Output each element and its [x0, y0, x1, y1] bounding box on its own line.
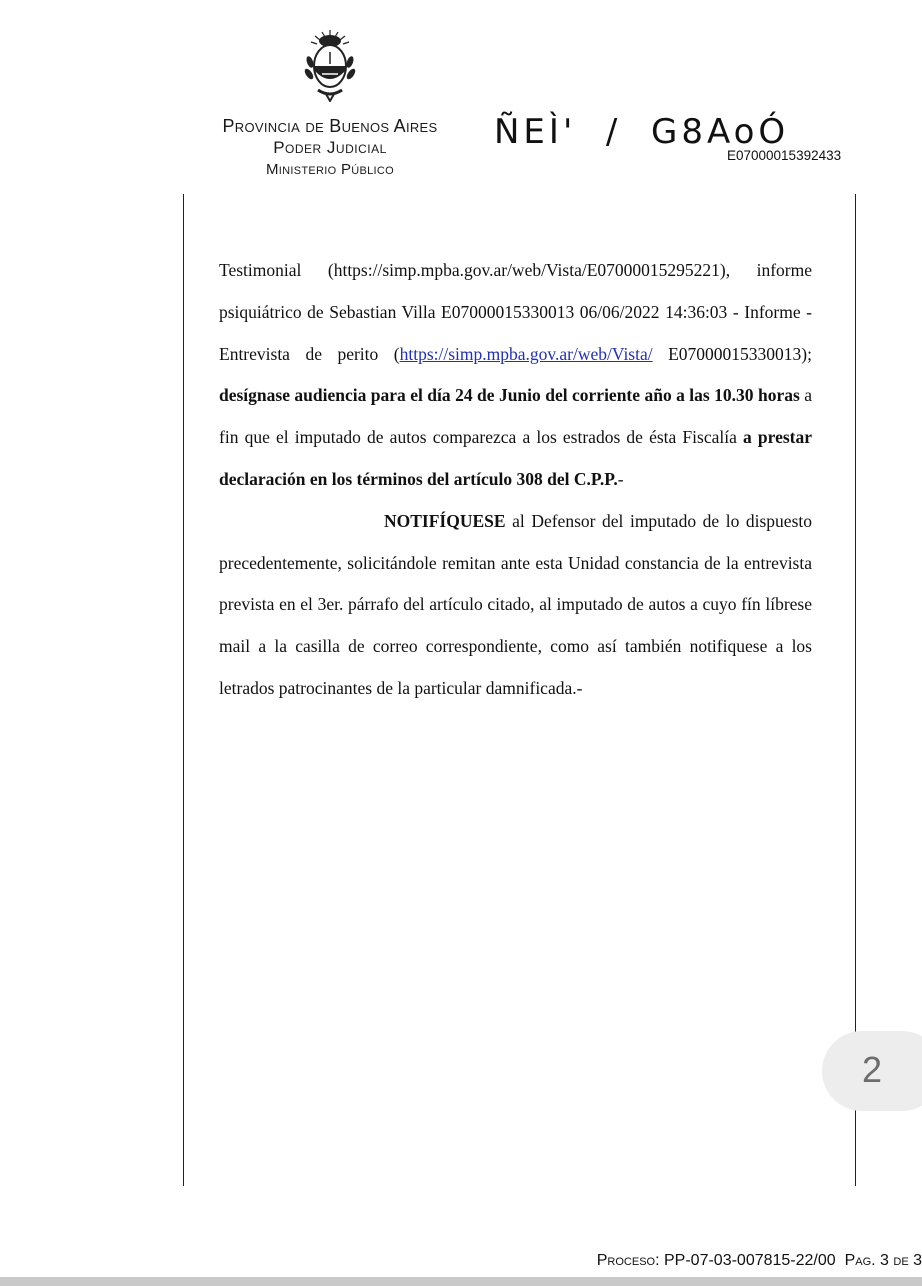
barcode-code: E07000015392433	[727, 148, 842, 163]
bottom-scrollbar-strip	[0, 1277, 922, 1286]
proceso-value: PP-07-03-007815-22/00	[659, 1252, 836, 1269]
body-text-segment: -	[617, 468, 624, 489]
notifiquese-bold: NOTIFÍQUESE	[384, 510, 506, 531]
pag-value: 3	[875, 1252, 894, 1269]
left-margin-rule	[183, 194, 184, 1186]
paragraph-testimonial	[219, 250, 812, 501]
de-label: de	[893, 1252, 909, 1269]
barcode-font-text: ÑEÌ' / G8AoÓ	[494, 112, 790, 152]
proceso-label: Proceso:	[596, 1252, 660, 1269]
body-text-segment: E07000015330013);	[652, 343, 812, 364]
page-number-bubble	[822, 1031, 922, 1111]
coat-of-arms-logo	[300, 28, 360, 102]
org-ministry: Ministerio Público	[265, 161, 395, 178]
organization-header	[206, 115, 454, 181]
body-text-segment: Testimonial (https://simp.mpba.gov.ar/web/Vista/E07000015295221), informe psiquiátrico de Sebastian Villa E07000015330013 06/06/2022 14:36:03 - Informe - Entrevista de perito (	[219, 260, 812, 364]
body-text-segment: al Defensor del imputado de lo dispuesto precedentemente, solicitándole remitan ante esta Unidad constancia de la entrevista prevista en el 3er. párrafo del artículo citado, al imputado de autos a cuyo fín líbrese mail a la casilla de correo correspondiente, como así también notifiquese a los letrados patrocinantes de la particular damnificada.-	[219, 510, 812, 698]
document-body	[219, 250, 812, 710]
body-text-segment: a fin que el imputado de autos comparezca a los estrados de ésta Fiscalía	[219, 385, 812, 448]
pag-total: 3	[908, 1252, 922, 1269]
pag-label: Pag.	[844, 1252, 876, 1269]
simp-link[interactable]: https://simp.mpba.gov.ar/web/Vista/	[399, 343, 653, 364]
footer	[597, 1252, 922, 1270]
org-judicial-power: Poder Judicial	[273, 138, 387, 157]
paragraph-notification	[219, 501, 812, 710]
declaration-bold: a prestar declaración en los términos del artículo 308 del C.P.P.	[219, 427, 812, 489]
org-province: Provincia de Buenos Aires	[222, 116, 438, 136]
hearing-date-bold: desígnase audiencia para el día 24 de Junio del corriente año a las 10.30 horas	[219, 385, 800, 406]
page-number: 2	[862, 1049, 883, 1090]
